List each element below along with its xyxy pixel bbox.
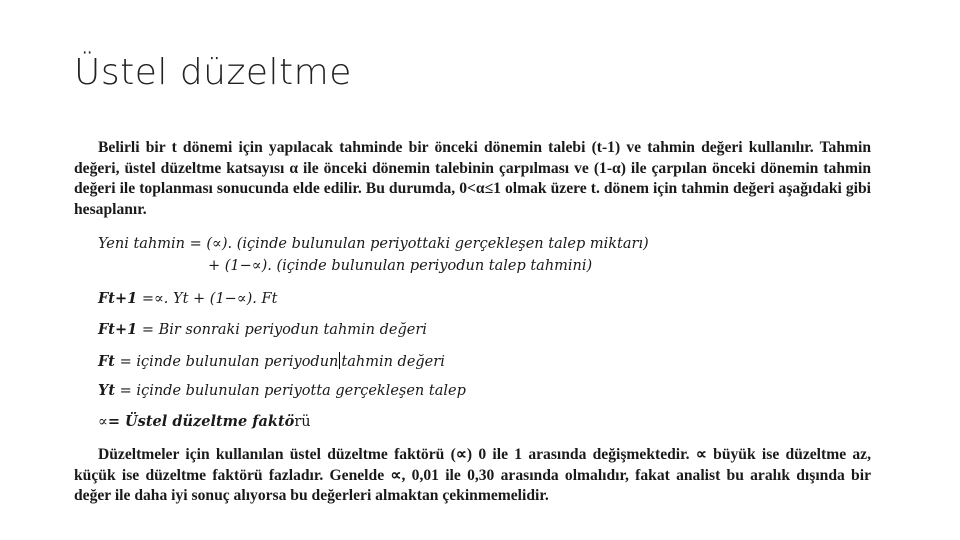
closing-paragraph: Düzeltmeler için kullanılan üstel düzeltme faktörü (∝) 0 ile 1 arasında değişmektedir. ∝ büyük ise düzeltme az, küçük ise düzeltme faktörü fazladır. Genelde ∝, 0,01 ile 0,30 arasında olmalıdır, fakat analist bu aralık dışında bir değer ile daha iyi sonuç alıyorsa bu değerleri almaktan çekinmemelidir. [74,446,871,504]
definition-ft-text-a: = içinde bulunulan periyodun [115,354,339,370]
main-formula [98,290,277,307]
main-formula-lhs: Ft+1 [98,290,138,307]
definition-alpha [98,413,311,430]
definition-yt [98,382,466,399]
slide-title: Üstel düzeltme [74,52,352,93]
definition-yt-text: = içinde bulunulan periyotta gerçekleşen talep [115,383,466,399]
definition-ft-symbol: Ft [98,353,115,370]
definition-ft-text-b: tahmin değeri [341,354,445,370]
definition-alpha-text-bold: = Üstel düzeltme faktö [107,413,295,430]
definition-yt-symbol: Yt [98,382,116,399]
definition-ft1-text: = Bir sonraki periyodun tahmin değeri [137,322,427,338]
yeni-tahmin-formula-line2: + (1−∝). (içinde bulunulan periyodun talep tahmini) [208,258,593,274]
definition-alpha-symbol: ∝ [98,414,108,430]
definition-ft1 [98,321,427,338]
intro-paragraph: Belirli bir t dönemi için yapılacak tahminde bir önceki dönemin talebi (t-1) ve tahmin değeri kullanılır. Tahmin değeri, üstel düzeltme katsayısı α ile önceki dönemin talebinin çarpılması ve (1-α) ile çarpılan önceki dönemin tahmin değeri ile toplanması sonucunda elde edilir. Bu durumda, 0<α≤1 olmak üzere t. dönem için tahmin değeri aşağıdaki gibi hesaplanır. [74,139,871,218]
main-formula-rhs: =∝. Yt + (1−∝). Ft [137,291,278,307]
definition-ft1-symbol: Ft+1 [98,321,138,338]
yeni-tahmin-formula-line1: Yeni tahmin = (∝). (içinde bulunulan periyottaki gerçekleşen talep miktarı) [98,236,649,252]
definition-ft [98,352,445,370]
definition-alpha-text-plain: rü [294,414,311,430]
